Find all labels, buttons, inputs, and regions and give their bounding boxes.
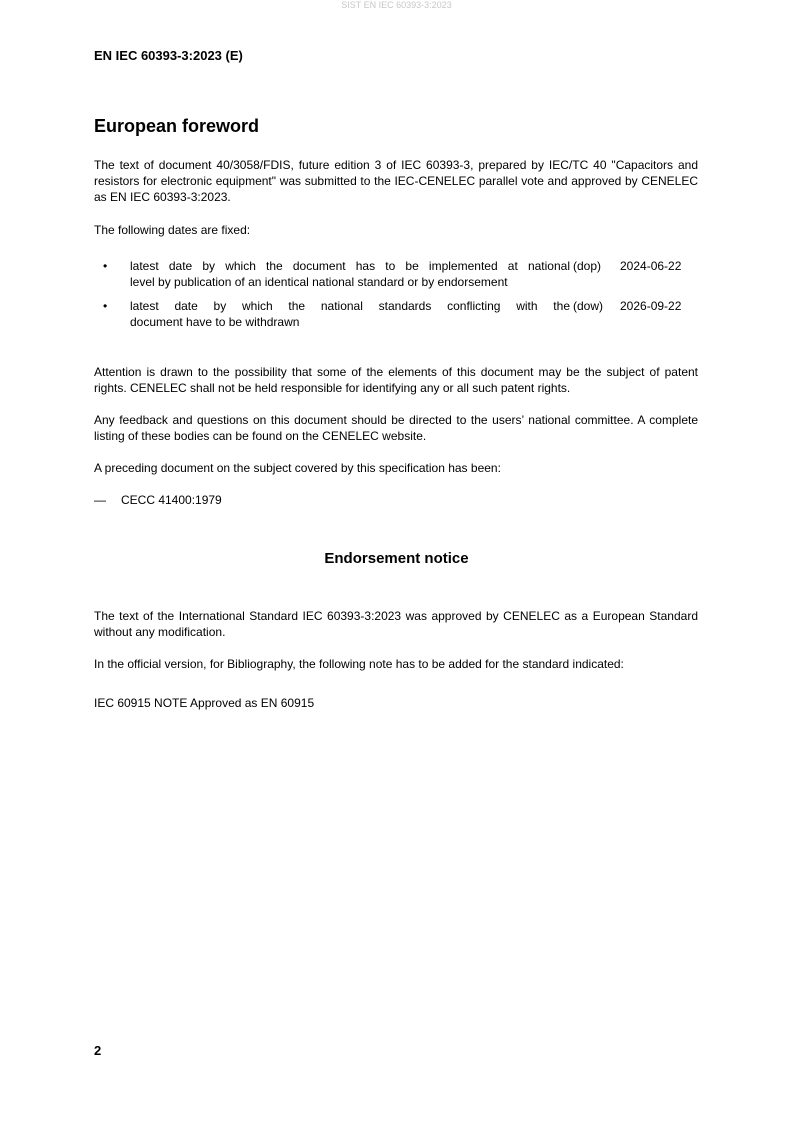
watermark: SIST EN IEC 60393-3:2023 (341, 0, 452, 10)
preceding-intro: A preceding document on the subject covered by this specification has been: (94, 461, 501, 475)
feedback-notice: Any feedback and questions on this document should be directed to the users’ national committee. A complete listing of these bodies can be found on the CENELEC website. (94, 413, 698, 443)
foreword-title: European foreword (94, 116, 260, 136)
bibliography-note: In the official version, for Bibliography, the following note has to be added for the standard indicated: (94, 657, 624, 671)
endorsement-title: Endorsement notice (324, 550, 469, 567)
date-value: 2026-09-22 (620, 299, 682, 313)
dates-intro: The following dates are fixed: (94, 223, 251, 237)
standard-note: IEC 60915 NOTE Approved as EN 60915 (94, 696, 315, 710)
date-abbreviation: (dow) (573, 299, 604, 313)
date-row-dop (94, 258, 698, 298)
document-identifier: EN IEC 60393-3:2023 (E) (94, 48, 243, 63)
dash-marker: — (94, 493, 106, 507)
date-value: 2024-06-22 (620, 259, 682, 273)
date-description: latest date by which the document has to be implemented at national level by publication of an identical national standard or by endorsement (130, 259, 570, 289)
bullet: • (103, 259, 108, 273)
list-item (94, 492, 222, 508)
preceding-document: CECC 41400:1979 (121, 493, 222, 507)
date-abbreviation: (dop) (573, 259, 602, 273)
endorsement-approval: The text of the International Standard IEC 60393-3:2023 was approved by CENELEC as a European Standard without any modification. (94, 609, 698, 639)
patent-notice: Attention is drawn to the possibility that some of the elements of this document may be the subject of patent rights. CENELEC shall not be held responsible for identifying any or all such patent rights. (94, 365, 698, 395)
bullet: • (103, 299, 108, 313)
date-row-dow (94, 298, 698, 338)
page-number: 2 (94, 1043, 102, 1058)
date-description: latest date by which the national standards conflicting with the document have to be withdrawn (130, 299, 570, 329)
foreword-intro: The text of document 40/3058/FDIS, future edition 3 of IEC 60393-3, prepared by IEC/TC 40 "Capacitors and resistors for electronic equipment" was submitted to the IEC-CENELEC parallel vote and approved by CENELEC as EN IEC 60393-3:2023. (94, 158, 698, 204)
dates-table (94, 258, 698, 338)
